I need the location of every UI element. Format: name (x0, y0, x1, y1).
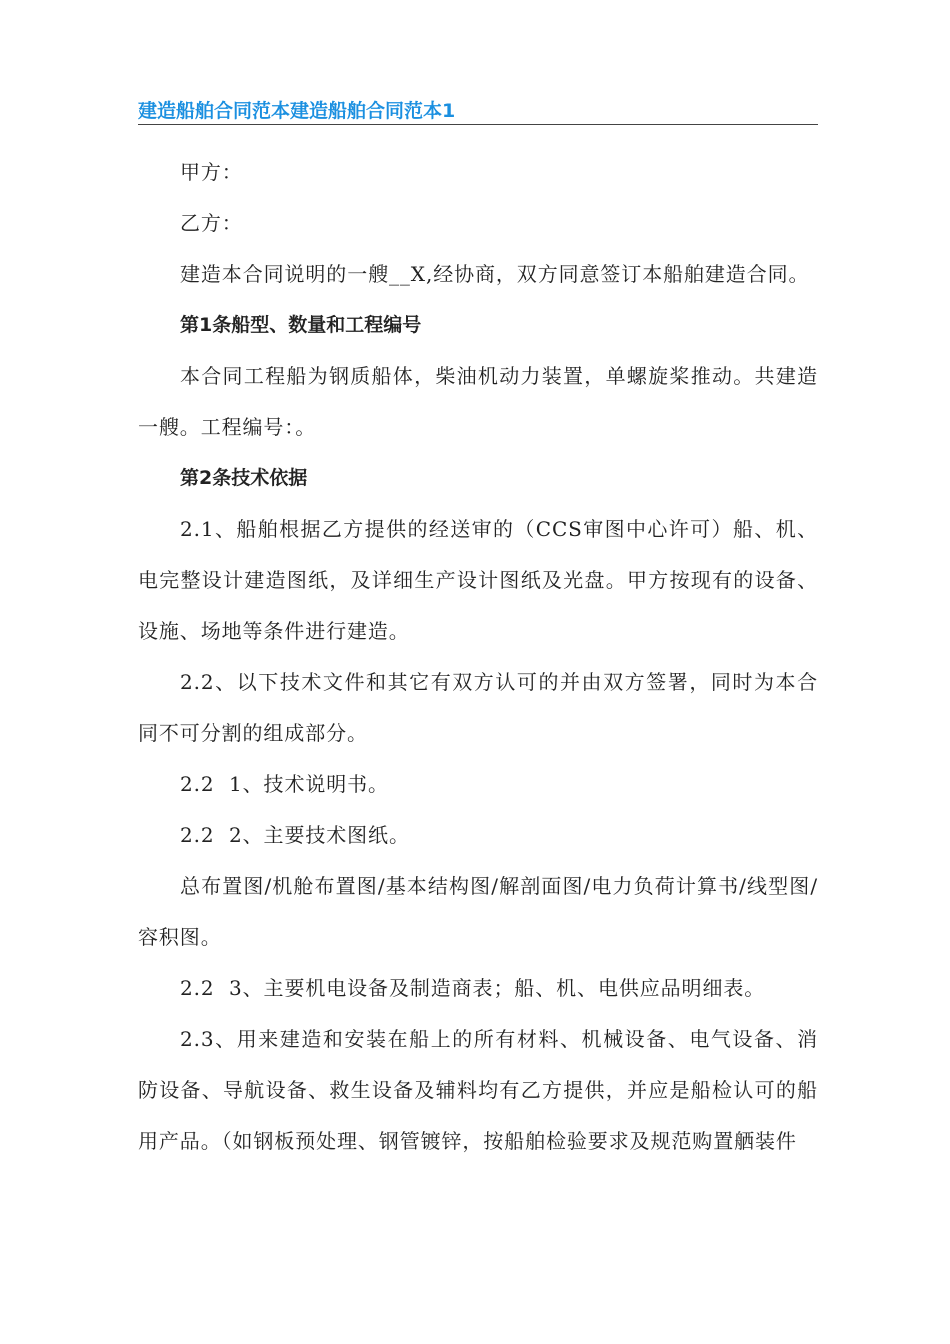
clause-2-2: 2.2、以下技术文件和其它有双方认可的并由双方签署，同时为本合同不可分割的组成部分。 (138, 670, 818, 745)
party-b-line: 乙方： (180, 211, 243, 235)
intro-paragraph: 建造本合同说明的一艘__X,经协商，双方同意签订本船舶建造合同。 (180, 262, 810, 286)
clause-2-3: 2.3、用来建造和安装在船上的所有材料、机械设备、电气设备、消防设备、导航设备、救生设备及辅料均有乙方提供，并应是船检认可的船用产品。（如钢板预处理、钢管镀锌，按船舶检验要求及规范购置舾装件 (138, 1027, 818, 1153)
document-title-link[interactable]: 建造船舶合同范本建造船舶合同范本1 (138, 98, 818, 125)
document-page (138, 98, 818, 1167)
clause-2-2-2: 2.2 2、主要技术图纸。 (180, 823, 410, 847)
article-1-heading: 第1条船型、数量和工程编号 (180, 314, 422, 336)
article-1-paragraph: 本合同工程船为钢质船体，柴油机动力装置，单螺旋桨推动。共建造一艘。工程编号：。 (138, 364, 818, 439)
clause-2-2-1: 2.2 1、技术说明书。 (180, 772, 389, 796)
document-body (138, 147, 818, 1167)
party-a-line: 甲方： (180, 160, 243, 184)
drawing-list: 总布置图/机舱布置图/基本结构图/解剖面图/电力负荷计算书/线型图/容积图。 (138, 874, 818, 949)
clause-2-2-3: 2.2 3、主要机电设备及制造商表；船、机、电供应品明细表。 (180, 976, 766, 1000)
clause-2-1: 2.1、船舶根据乙方提供的经送审的（CCS审图中心许可）船、机、电完整设计建造图纸，及详细生产设计图纸及光盘。甲方按现有的设备、设施、场地等条件进行建造。 (138, 517, 818, 643)
article-2-heading: 第2条技术依据 (180, 467, 308, 489)
